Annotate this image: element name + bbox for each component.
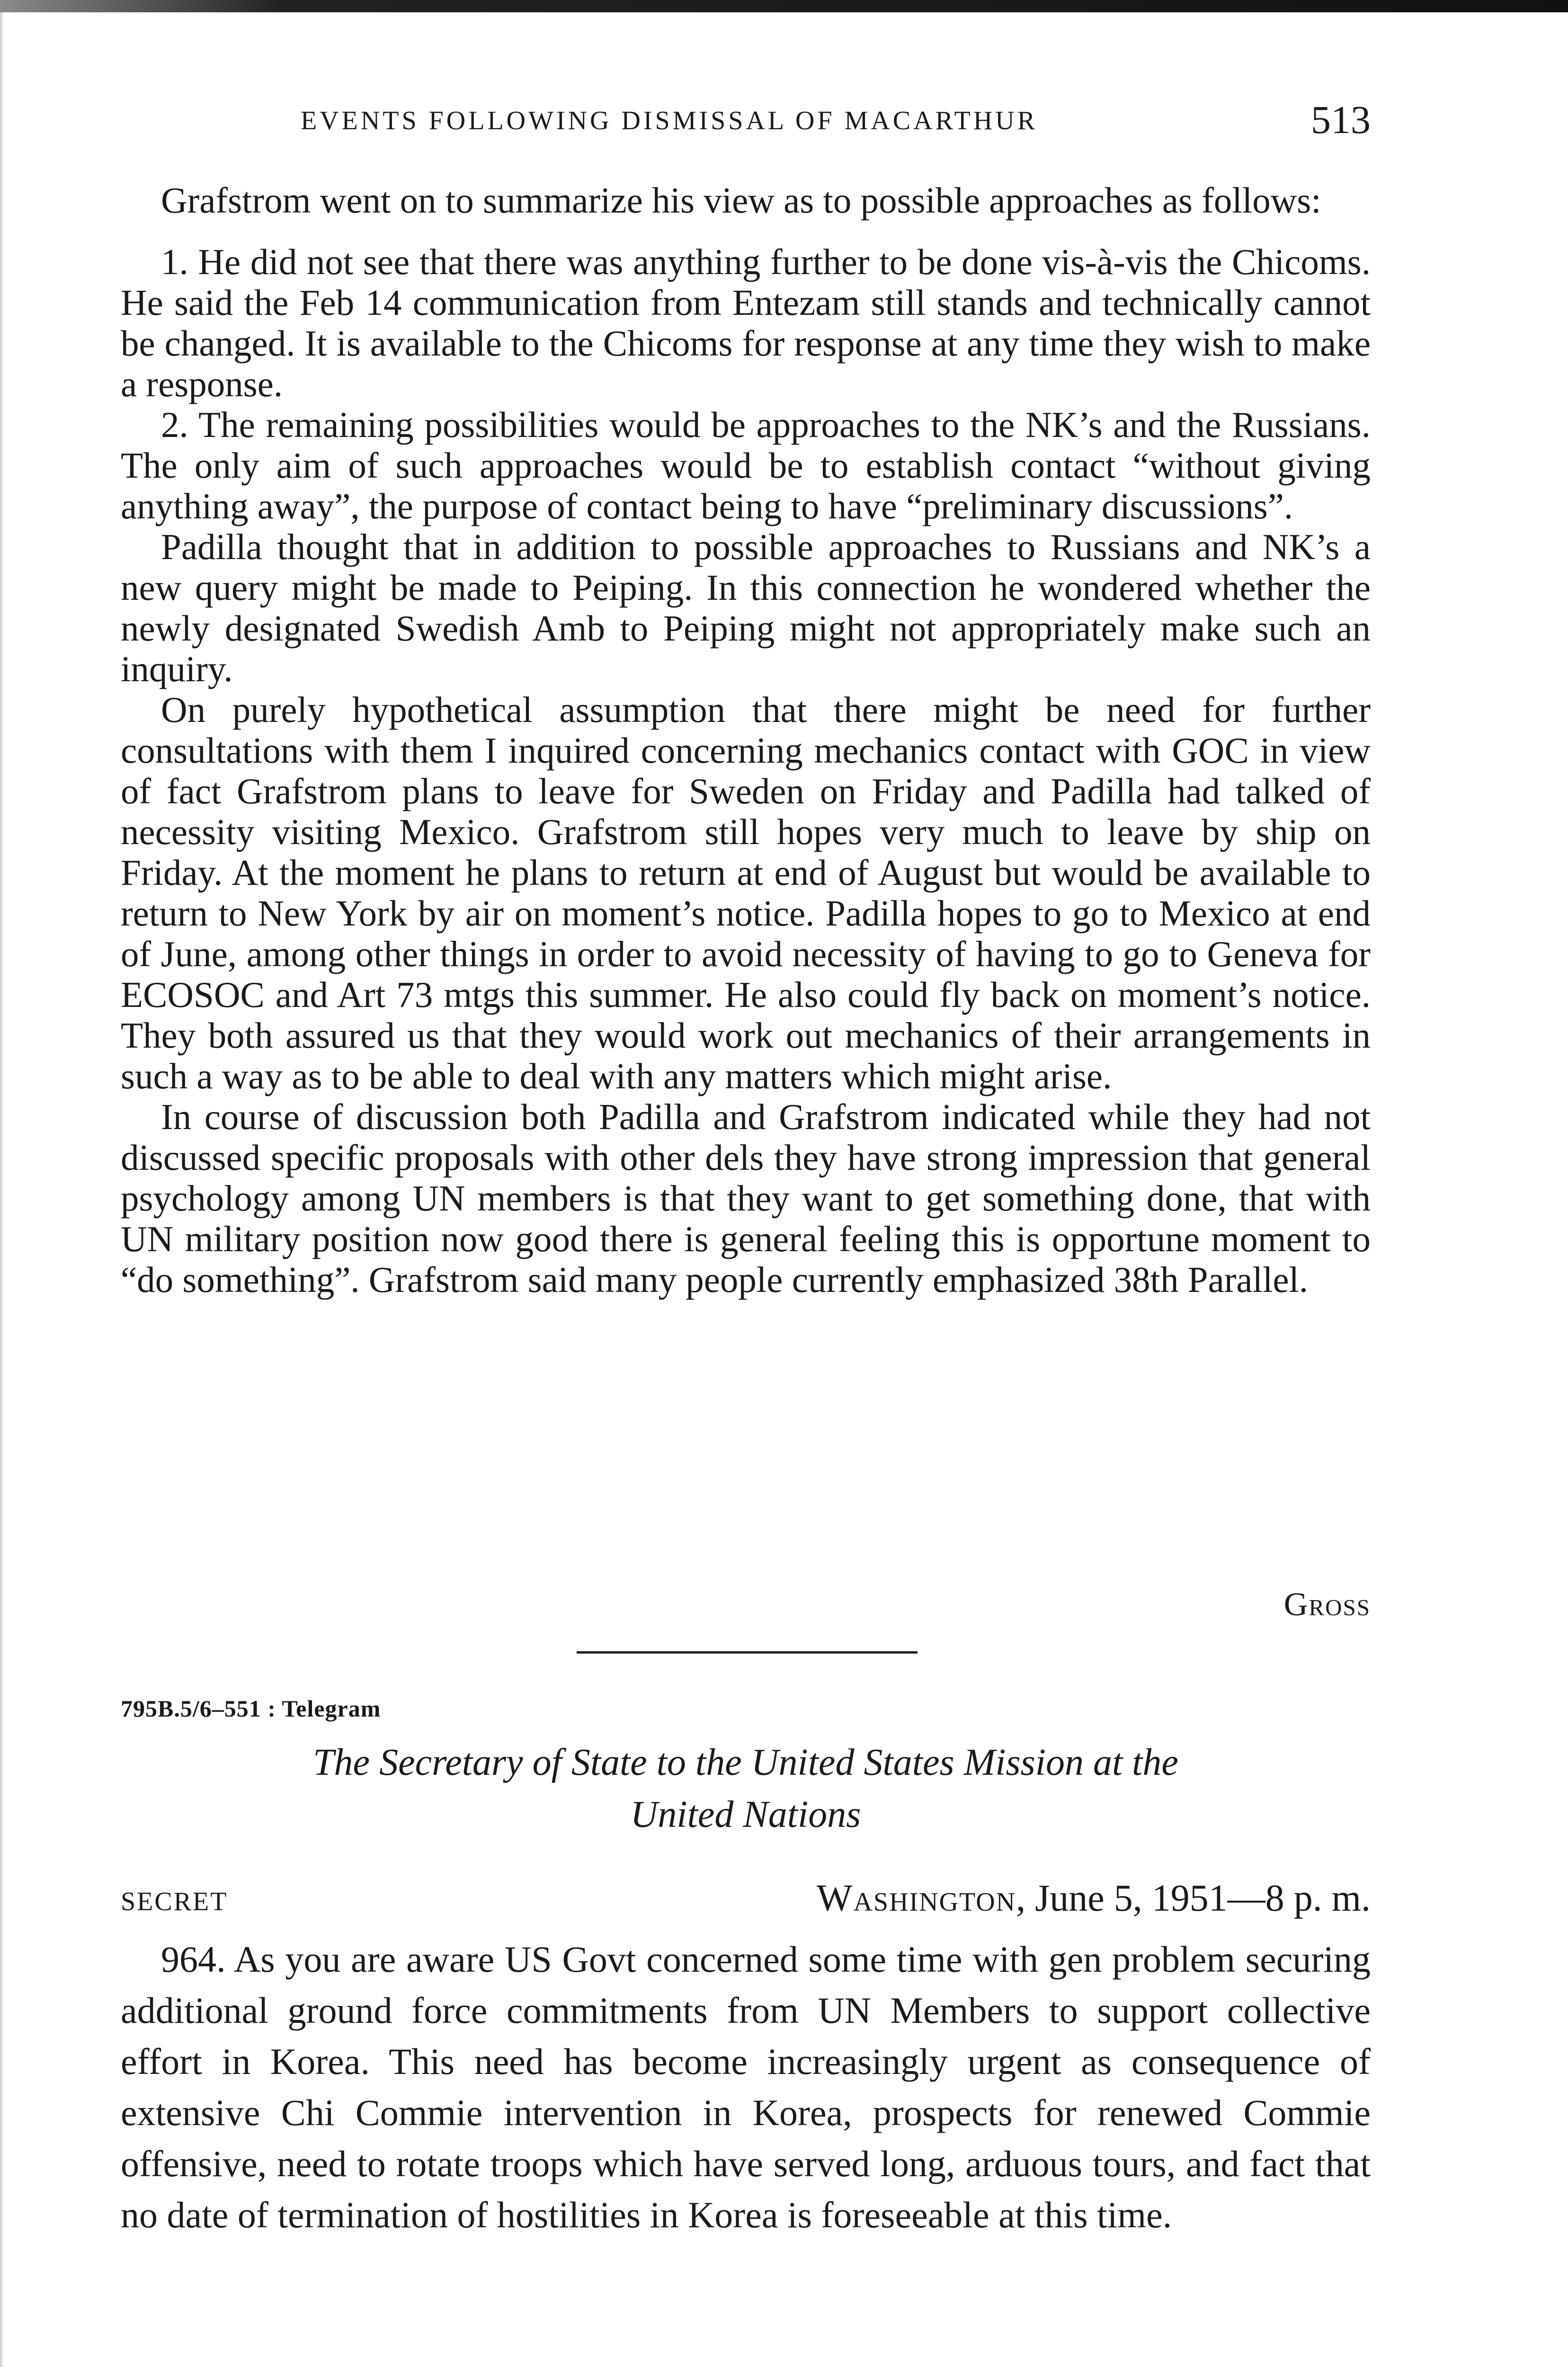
paragraph: On purely hypothetical assumption that there might be need for further consultations with them I inquired concerning mechanics contact with GOC in view of fact Grafstrom plans to leave for Sweden on Friday and Padilla had talked of necessity visiting Mexico. Grafstrom still hopes very much to leave by ship on Friday. At the moment he plans to return at end of August but would be available to return to New York by air on moment’s notice. Padilla hopes to go to Mexico at end of June, among other things in order to avoid necessity of having to go to Geneva for ECOSOC and Art 73 mtgs this summer. He also could fly back on moment’s notice. They both assured us that they would work out mechanics of their arrangements in such a way as to be able to deal with any matters which might arise. bbox=[121, 689, 1371, 1096]
file-reference: 795B.5/6–551 : Telegram bbox=[121, 1695, 381, 1722]
dateline bbox=[817, 1877, 1371, 1920]
document-heading-line: The Secretary of State to the United States Mission at the bbox=[313, 1742, 1178, 1783]
document-heading-line: United Nations bbox=[630, 1794, 861, 1835]
left-page-edge bbox=[0, 12, 4, 2367]
running-title: EVENTS FOLLOWING DISMISSAL OF MACARTHUR bbox=[301, 106, 1038, 135]
paragraph: 964. As you are aware US Govt concerned some time with gen problem securing additional ground force commitments from UN Members to support collective effort in Korea. This need has become increasingly urgent as consequence of extensive Chi Commie intervention in Korea, prospects for renewed Commie offensive, need to rotate troops which have served long, arduous tours, and fact that no date of termination of hostilities in Korea is foreseeable at this time. bbox=[121, 1939, 1371, 2235]
paragraph: 1. He did not see that there was anything further to be done vis-à-vis the Chicoms. He said the Feb 14 communication from Entezam still stands and technically cannot be changed. It is available to the Chicoms for response at any time they wish to make a response. bbox=[121, 241, 1371, 404]
paragraph: In course of discussion both Padilla and Grafstrom indicated while they had not discussed specific proposals with other dels they have strong impression that general psychology among UN members is that they want to get something done, that with UN military position now good there is general feeling this is opportune moment to “do something”. Grafstrom said many people currently emphasized 38th Parallel. bbox=[121, 1096, 1371, 1300]
classification-label: SECRET bbox=[121, 1887, 228, 1916]
telegram-text bbox=[121, 1934, 1371, 2241]
paragraph: Grafstrom went on to summarize his view as to possible approaches as follows: bbox=[161, 180, 1321, 221]
dateline-date: , June 5, 1951—8 p. m. bbox=[1016, 1878, 1371, 1919]
paragraph: 2. The remaining possibilities would be approaches to the NK’s and the Russians. The only aim of such approaches would be to establish contact “without giving anything away”, the purpose of contact being to have “preliminary discussions”. bbox=[121, 404, 1371, 526]
running-header bbox=[121, 97, 1371, 140]
dateline-place: Washington bbox=[816, 1878, 1016, 1919]
top-border-rule bbox=[0, 0, 1568, 12]
body-text bbox=[121, 175, 1371, 1300]
section-separator bbox=[577, 1651, 918, 1654]
page-number: 513 bbox=[1311, 98, 1371, 142]
paragraph: Padilla thought that in addition to possible approaches to Russians and NK’s a new query might be made to Peiping. In this connection he wondered whether the newly designated Swedish Amb to Peiping might not appropriately make such an inquiry. bbox=[121, 526, 1371, 689]
signature: Gross bbox=[1283, 1586, 1371, 1623]
document-heading bbox=[121, 1736, 1371, 1841]
